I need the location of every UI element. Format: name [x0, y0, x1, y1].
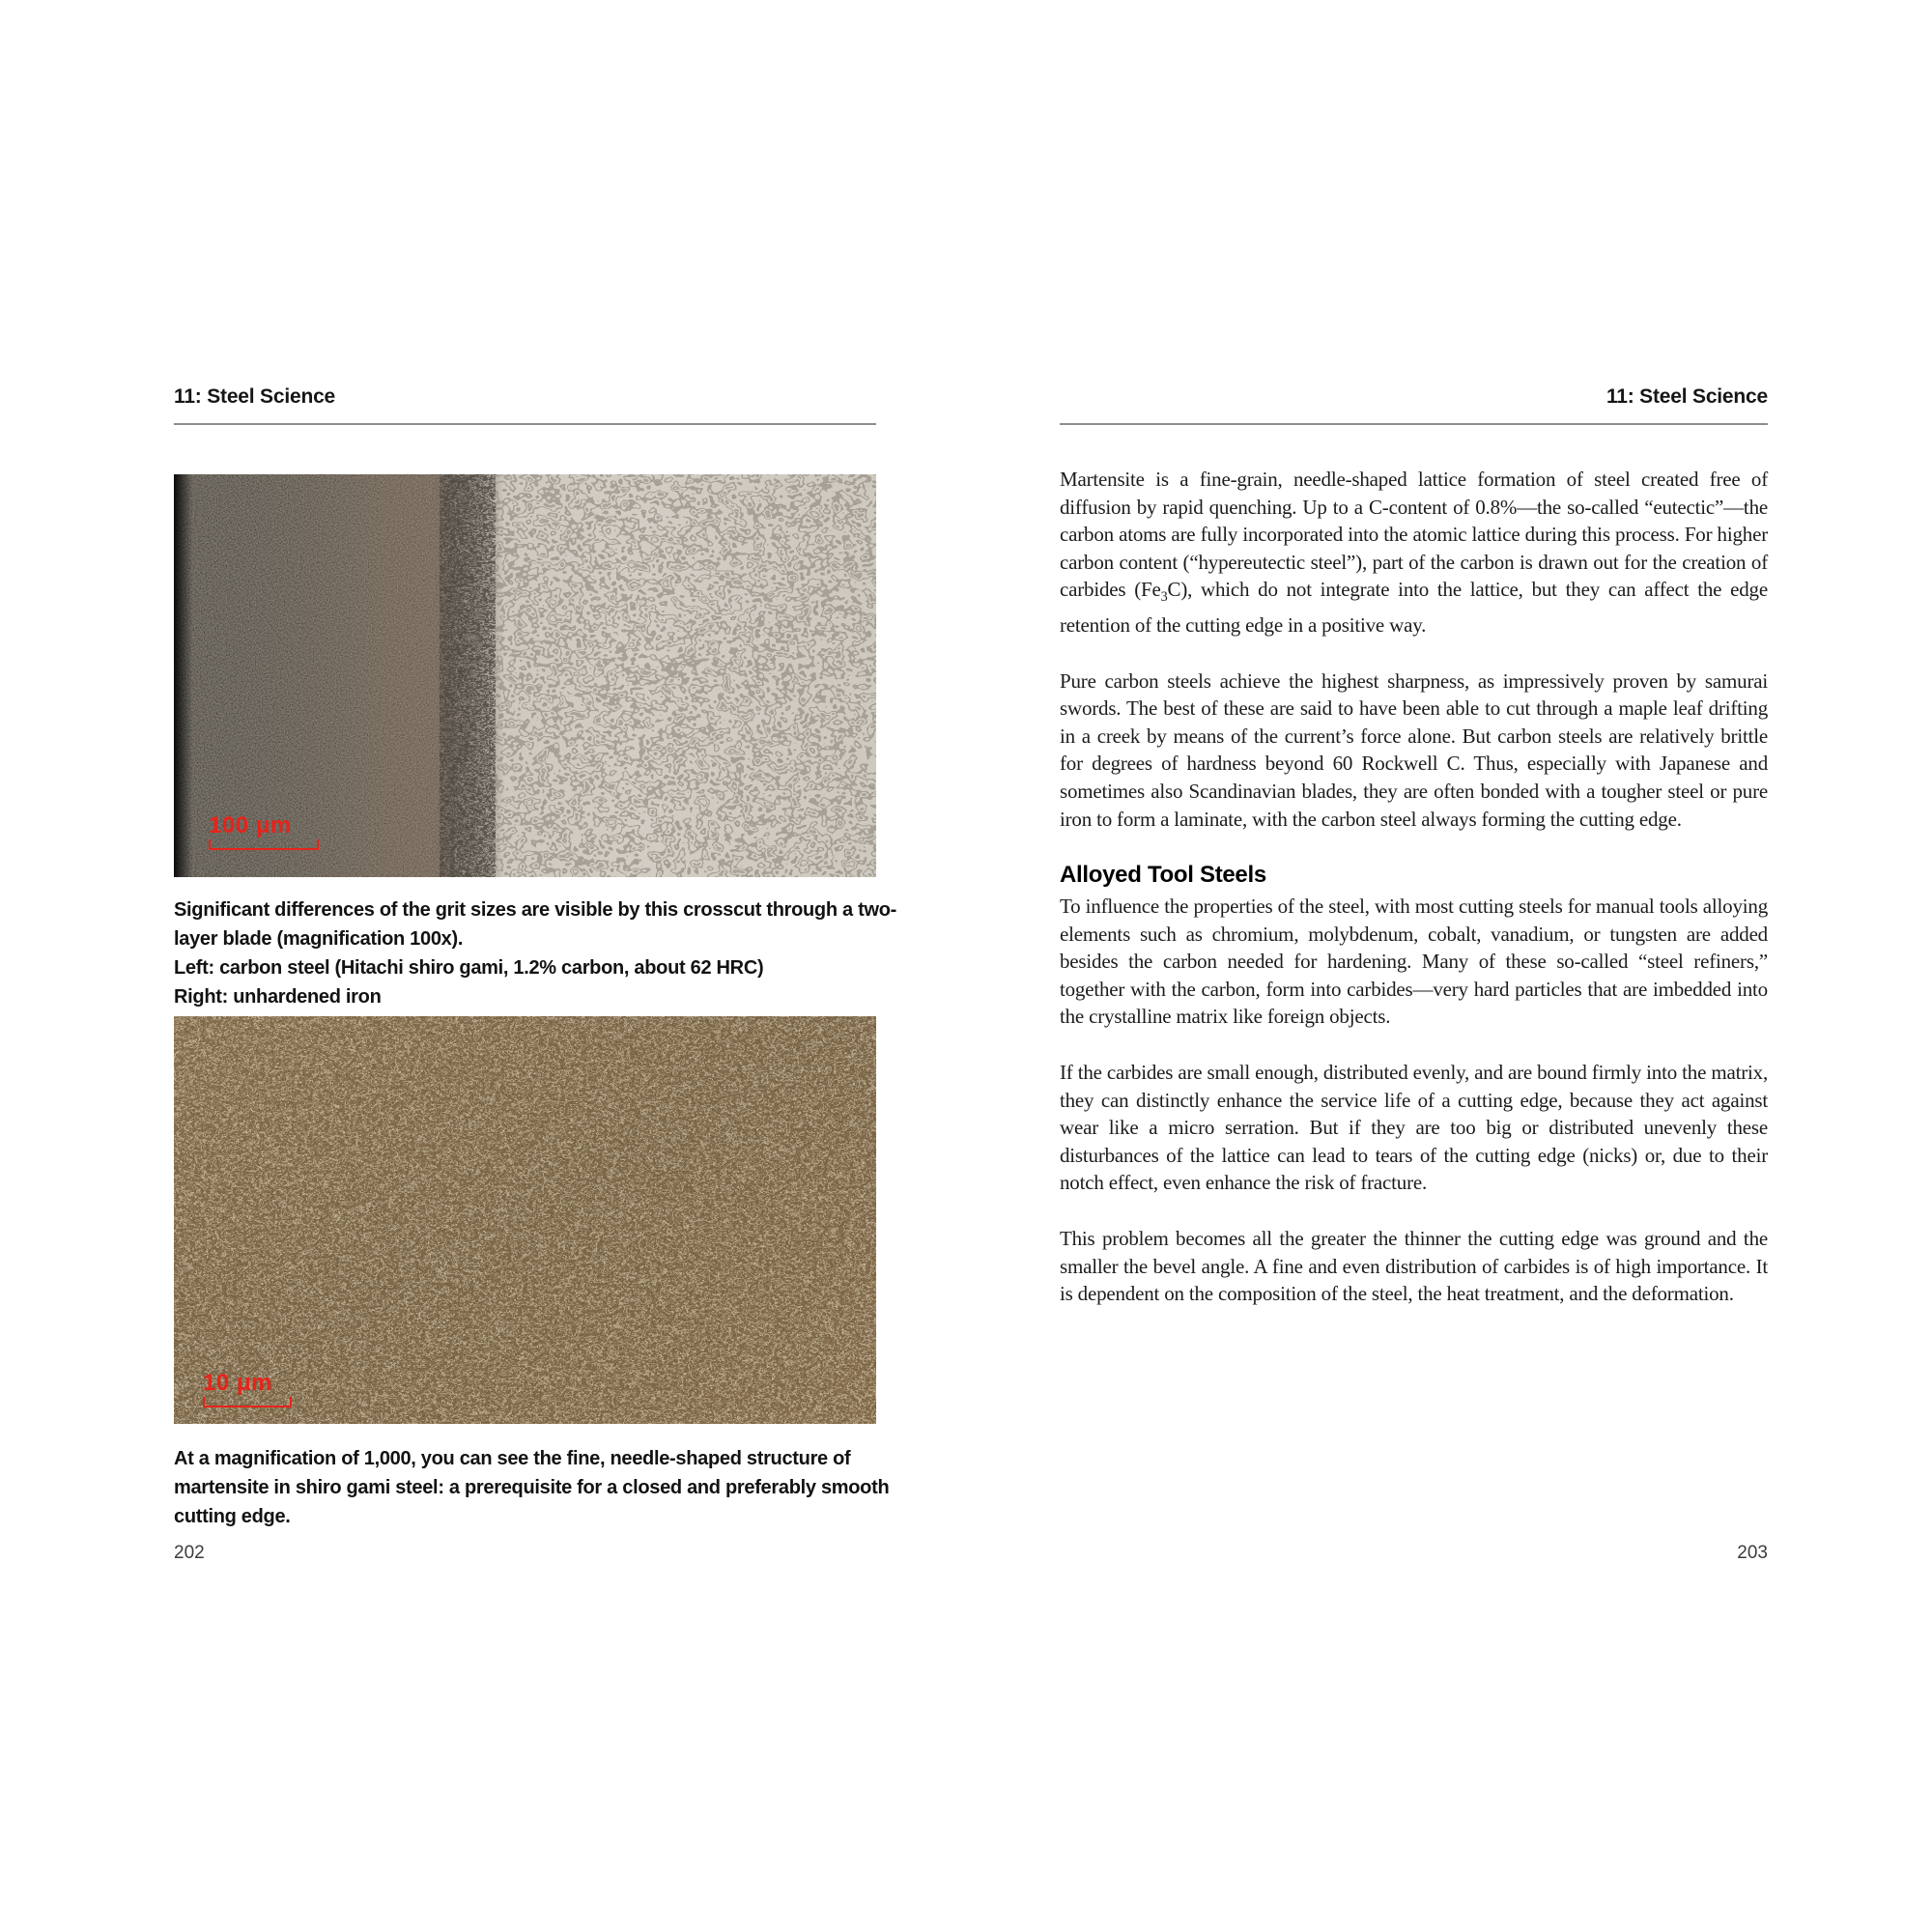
paragraph-alloying-elements: To influence the properties of the steel, with most cutting steels for manual tools alloying elements such as chromium, molybdenum, cobalt, vanadium, or tungsten are added besides the carbon needed for hardening. Many of these so-called “steel refiners,” together with the carbon, form into carbides—very hard particles that are imbedded into the crystalline matrix like foreign objects.	[1060, 895, 1768, 1029]
paragraph-martensite-part2: C), which do not integrate into the lattice, but they can affect the edge retention of the cutting edge in a positive way.	[1060, 578, 1768, 637]
page-right	[966, 0, 1932, 1932]
scale-bar-100um-label: 100 μm	[209, 812, 292, 838]
body-text-column	[1060, 466, 1768, 1336]
figure1-caption-main: Significant differences of the grit sizes are visible by this crosscut through a two-layer blade (magnification 100x).	[174, 899, 896, 950]
figure1-caption-right: Right: unhardened iron	[174, 986, 382, 1008]
page-number-right: 203	[1737, 1543, 1768, 1563]
paragraph-carbon-steels: Pure carbon steels achieve the highest sharpness, as impressively proven by samurai swords. The best of these are said to have been able to cut through a maple leaf drifting in a creek by means of the current’s force alone. But carbon steels are relatively brittle for degrees of hardness beyond 60 Rockwell C. Thus, especially with Japanese and sometimes also Scandinavian blades, they are often bonded with a tougher steel or pure iron to form a laminate, with the carbon steel always forming the cutting edge.	[1060, 668, 1768, 831]
header-rule-right	[1060, 423, 1768, 425]
micrograph-crosscut-image	[174, 474, 876, 877]
running-head-right: 11: Steel Science	[1605, 385, 1768, 408]
paragraph-bevel-angle: This problem becomes all the greater the thinner the cutting edge was ground and the smaller the bevel angle. A fine and even distribution of carbides is of high importance. It is dependent on the composition of the steel, the heat treatment, and the deformation.	[1060, 1227, 1768, 1306]
header-rule-left	[174, 423, 876, 425]
figure1-caption-left: Left: carbon steel (Hitachi shiro gami, 1.2% carbon, about 62 HRC)	[174, 957, 764, 979]
scale-bar-10um-tick	[203, 1397, 292, 1407]
scale-bar-100um-tick	[209, 839, 319, 850]
section-heading-alloyed-tool-steels: Alloyed Tool Steels	[1060, 862, 1266, 889]
micrograph-martensite-texture	[174, 1016, 876, 1424]
figure1-caption	[174, 895, 896, 1011]
figure2-caption-text: At a magnification of 1,000, you can see the fine, needle-shaped structure of martensite in shiro gami steel: a prerequisite for a closed and preferably smooth cutting edge.	[174, 1448, 890, 1527]
figure2-caption	[174, 1444, 896, 1531]
micrograph-martensite-image	[174, 1016, 876, 1424]
paragraph-martensite	[1060, 466, 1768, 639]
paragraph-martensite-part1: Martensite is a fine-grain, needle-shaped lattice formation of steel created free of diffusion by rapid quenching. Up to a C-content of 0.8%—the so-called “eutectic”—the carbon atoms are fully incorporated into the atomic lattice during this process. For higher carbon content (“hypereutectic steel”), part of the carbon is drawn out for the creation of carbides (Fe	[1060, 468, 1768, 602]
scale-bar-10um	[203, 1372, 292, 1407]
page-number-left: 202	[174, 1543, 205, 1563]
scale-bar-100um	[209, 814, 319, 850]
scale-bar-10um-label: 10 μm	[203, 1370, 272, 1396]
paragraph-carbides: If the carbides are small enough, distributed evenly, and are bound firmly into the matrix, they can distinctly enhance the service life of a cutting edge, because they act against wear like a micro serration. But if they are too big or distributed unevenly these disturbances of the lattice can lead to tears of the cutting edge (nicks) or, due to their notch effect, even enhance the risk of fracture.	[1060, 1061, 1768, 1195]
running-head-left: 11: Steel Science	[174, 385, 336, 408]
fe3c-subscript: 3	[1160, 589, 1168, 606]
